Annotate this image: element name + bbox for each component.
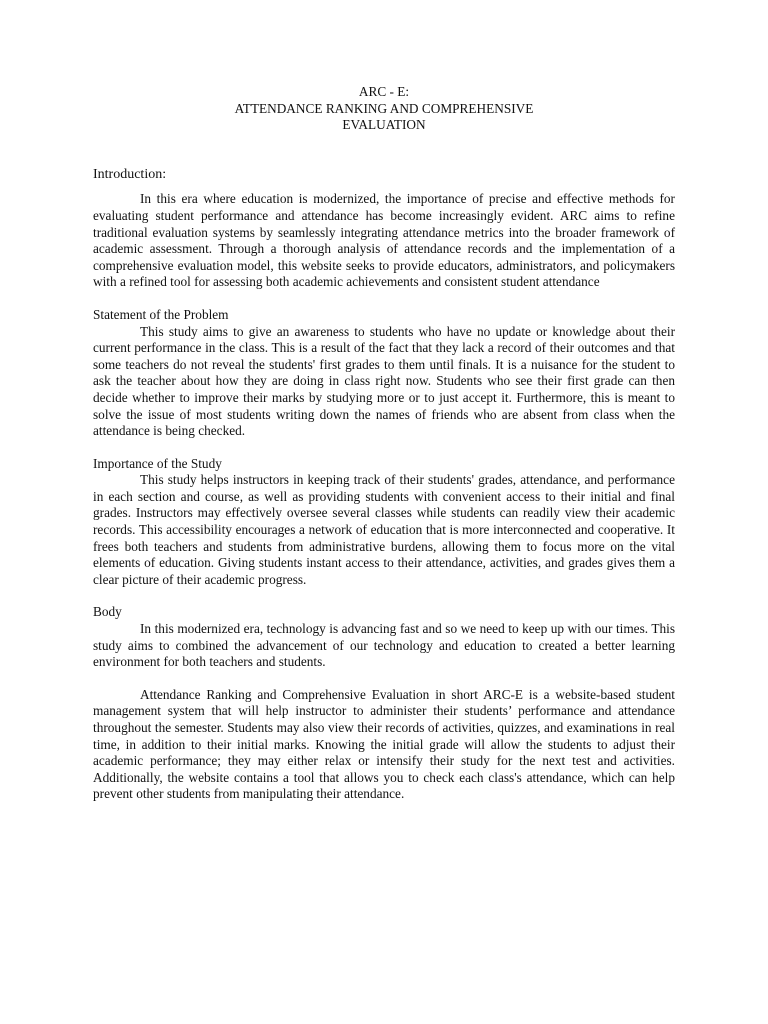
body-paragraph-2: Attendance Ranking and Comprehensive Evaluation in short ARC-E is a website-based student management system that will help instructor to administer their students’ performance and attendance throughout the semester. Students may also view their records of activities, quizzes, and examinations in real time, in addition to their initial marks. Knowing the initial grade will allow the students to adjust their academic performance; they may either relax or intensify their study for the next test and activities. Additionally, the website contains a tool that allows you to check each class's attendance, which can help prevent other students from manipulating their attendance. xyxy=(93,686,675,802)
problem-paragraph: This study aims to give an awareness to students who have no update or knowledge about their current performance in the class. This is a result of the fact that they lack a record of their outcomes and that some teachers do not reveal the students' first grades to them until finals. It is a nuisance for the student to ask the teacher about how they are doing in class right now. Students who see their first grade can then decide whether to improve their marks by studying more or to just accept it. Furthermore, this is meant to solve the issue of most students writing down the names of friends who are absent from class when the attendance is being checked. xyxy=(93,323,675,439)
introduction-heading: Introduction: xyxy=(93,166,167,182)
body-paragraph-1: In this modernized era, technology is advancing fast and so we need to keep up with our times. This study aims to combined the advancement of our technology and education to created a better learning environment for both teachers and students. xyxy=(93,621,675,670)
introduction-paragraph: In this era where education is modernized, the importance of precise and effective methods for evaluating student performance and attendance has become increasingly evident. ARC aims to refine traditional evaluation systems by seamlessly integrating attendance metrics into the broader framework of academic assessment. Through a thorough analysis of attendance records and the implementation of a comprehensive evaluation model, this website seeks to provide educators, administrators, and policymakers with a refined tool for assessing both academic achievements and consistent student attendance xyxy=(93,191,675,290)
problem-heading: Statement of the Problem xyxy=(93,306,229,322)
importance-paragraph: This study helps instructors in keeping track of their students' grades, attendance, and performance in each section and course, as well as providing students with convenient access to their initial and final grades. Instructors may effectively oversee several classes while students can readily view their academic records. This accessibility encourages a network of education that is more interconnected and cooperative. It frees both teachers and students from administrative burdens, allowing them to focus more on the vital elements of education. Giving students instant access to their attendance, activities, and grades gives them a clear picture of their academic progress. xyxy=(93,472,675,587)
importance-heading: Importance of the Study xyxy=(93,455,222,471)
title-line-2: ATTENDANCE RANKING AND COMPREHENSIVE xyxy=(234,100,534,116)
document-title xyxy=(93,84,675,134)
title-line-3: EVALUATION xyxy=(342,117,426,133)
document-page xyxy=(93,84,675,803)
body-heading: Body xyxy=(93,604,122,620)
title-line-1: ARC - E: xyxy=(358,84,410,99)
